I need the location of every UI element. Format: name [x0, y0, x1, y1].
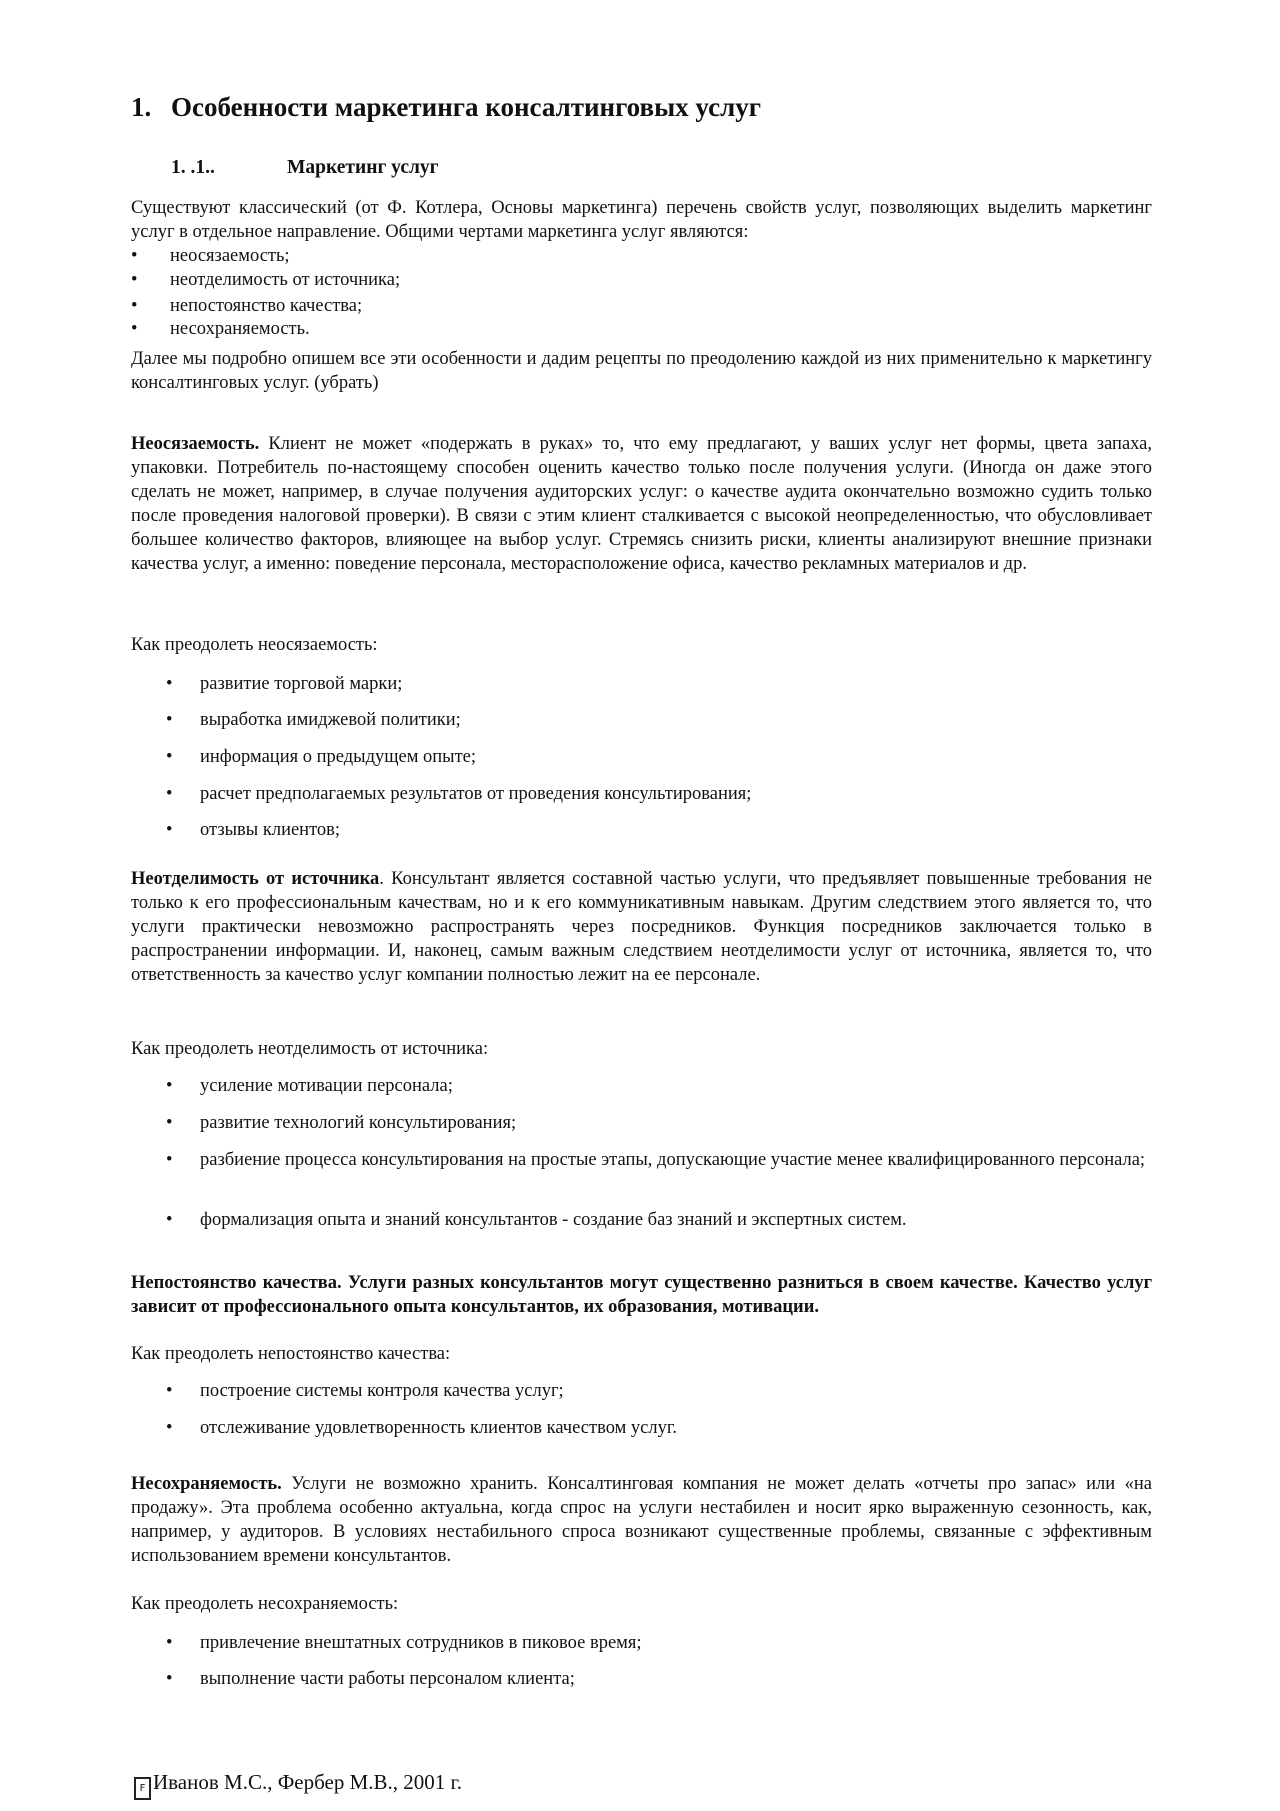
list-item: • развитие торговой марки; — [166, 674, 403, 694]
list-item: • формализация опыта и знаний консультантов - создание баз знаний и экспертных систем. — [166, 1210, 907, 1230]
list-item: • привлечение внештатных сотрудников в пиковое время; — [166, 1633, 642, 1653]
intro2-paragraph: Далее мы подробно опишем все эти особенности и дадим рецепты по преодолению каждой из них применительно к маркетингу консалтинговых услуг. (убрать) — [131, 349, 1152, 393]
howto-heading: Как преодолеть неосязаемость: — [131, 635, 378, 655]
list-item: • выработка имиджевой политики; — [166, 710, 461, 730]
field-marker-icon: F — [134, 1777, 151, 1800]
intro-paragraph: Существуют классический (от Ф. Котлера, Основы маркетинга) перечень свойств услуг, позволяющих выделить маркетинг услуг в отдельное направление. Общими чертами маркетинга услуг являются: — [131, 198, 1152, 242]
list-item: • непостоянство качества; — [131, 296, 363, 316]
howto-heading: Как преодолеть неотделимость от источника: — [131, 1039, 489, 1059]
page-footer: F Иванов М.С., Фербер М.В., 2001 г. — [134, 1770, 462, 1800]
list-item: • выполнение части работы персоналом клиента; — [166, 1669, 575, 1689]
list-item: • усиление мотивации персонала; — [166, 1076, 453, 1096]
howto-heading: Как преодолеть несохраняемость: — [131, 1594, 399, 1614]
section-variability: Непостоянство качества. Услуги разных консультантов могут существенно разниться в своем качестве. Качество услуг зависит от профессионального опыта консультантов, их образования, мотивации. — [131, 1273, 1152, 1317]
list-item: • неотделимость от источника; — [131, 270, 401, 290]
list-item: • расчет предполагаемых результатов от проведения консультирования; — [166, 784, 752, 804]
list-item: • развитие технологий консультирования; — [166, 1113, 517, 1133]
list-item: • разбиение процесса консультирования на простые этапы, допускающие участие менее квалифицированного персонала; — [166, 1150, 1146, 1170]
howto-heading: Как преодолеть непостоянство качества: — [131, 1344, 451, 1364]
list-item: • несохраняемость. — [131, 319, 310, 339]
section-perishability: Несохраняемость. Услуги не возможно хранить. Консалтинговая компания не может делать «отчеты про запас» или «на продажу». Эта проблема особенно актуальна, когда спрос на услуги нестабилен и носит ярко выраженную сезонность, как, например, у аудиторов. В условиях нестабильного спроса возникают существенные проблемы, связанные с эффективным использованием времени консультантов. — [131, 1474, 1152, 1566]
list-item: • отслеживание удовлетворенность клиентов качеством услуг. — [166, 1418, 677, 1438]
section-inseparability: Неотделимость от источника. Консультант является составной частью услуги, что предъявляет повышенные требования не только к его профессиональным качествам, но и к его коммуникативным навыкам. Другим следствием этого является то, что услуги практически невозможно распространять через посредников. Функция посредников заключается только в распространении информации. И, наконец, самым важным следствием неотделимости услуг от источника, является то, что ответственность за качество услуг компании полностью лежит на ее персонале. — [131, 869, 1153, 985]
heading-1: 1. Особенности маркетинга консалтинговых услуг — [131, 92, 761, 122]
list-item: • неосязаемость; — [131, 246, 290, 266]
list-item: • построение системы контроля качества услуг; — [166, 1381, 564, 1401]
section-intangibility: Неосязаемость. Клиент не может «подержать в руках» то, что ему предлагают, у ваших услуг нет формы, цвета запаха, упаковки. Потребитель по-настоящему способен оценить качество только после получения услуги. (Иногда он даже этого сделать не может, например, в случае получения аудиторских услуг: о качестве аудита окончательно возможно судить только после проведения налоговой проверки). В связи с этим клиент сталкивается с высокой неопределенностью, что обусловливает большее количество факторов, влияющее на выбор услуг. Стремясь снизить риски, клиенты анализируют внешние признаки качества услуг, а именно: поведение персонала, месторасположение офиса, качество рекламных материалов и др. — [131, 434, 1152, 574]
list-item: • информация о предыдущем опыте; — [166, 747, 477, 767]
list-item: • отзывы клиентов; — [166, 820, 341, 840]
heading-2: 1. .1.. Маркетинг услуг — [171, 157, 439, 178]
